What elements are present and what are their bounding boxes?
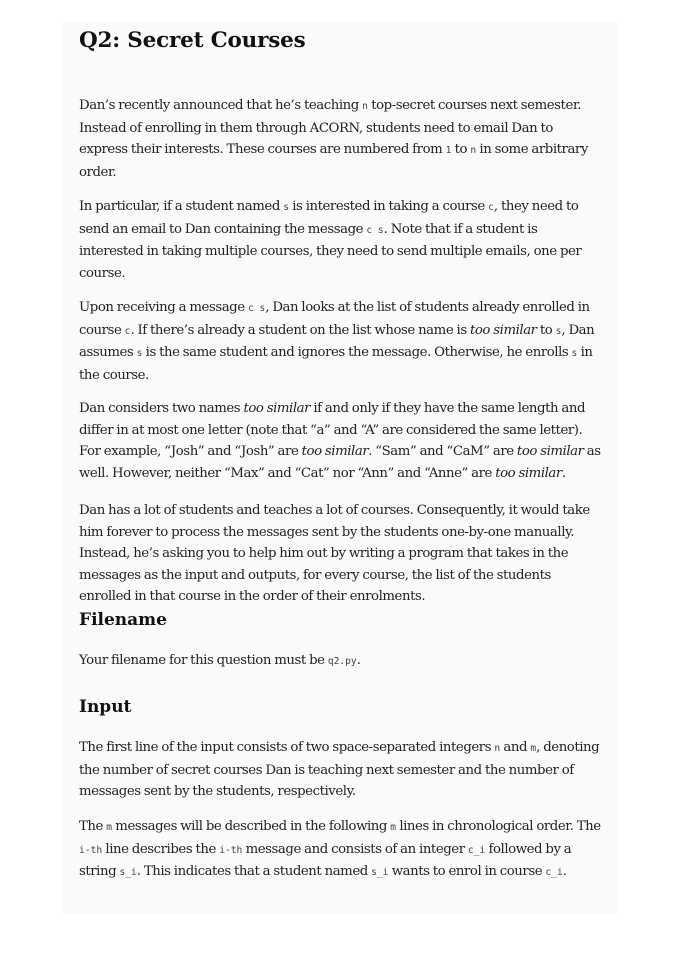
inline-code: c [488, 202, 494, 213]
inline-code: c_i [467, 844, 486, 856]
inline-code: s [283, 202, 289, 213]
page-title: Q2: Secret Courses [79, 28, 306, 53]
paragraph-email: In particular, if a student named s is interested in taking a course c, they need to send an email to Dan containing the message c s. Note that if a student is interested in taking multiple courses, they need to send multiple emails, one per course. [79, 199, 582, 281]
paragraph-input-messages: The m messages will be described in the following m lines in chronological order. The i-th line describes the i-th message and consists of an integer c_i followed by a string s_i. This indicates that a student named s_i wants to enrol in course c_i. [79, 819, 601, 880]
document-page [61, 22, 617, 914]
input-heading: Input [79, 697, 132, 717]
inline-code: c s [247, 303, 266, 314]
paragraph-filename: Your filename for this question must be q2.py. [79, 653, 361, 668]
inline-code: c s [366, 224, 384, 236]
inline-code: c_i [545, 867, 563, 879]
inline-code: q2.py [327, 656, 357, 667]
paragraph-input-first-line: The first line of the input consists of two space-separated integers n and m, denoting the number of secret courses Dan is teaching next semester and the number of messages sent by the students, respectively. [79, 740, 600, 800]
paragraph-similarity: Dan considers two names too similar if and only if they have the same length and differ in at most one letter (note that “a” and “A” are considered the same letter). For example, “Josh” and “Josh” are too similar. “Sam” and “CaM” are too similar as well. However, neither “Max” and “Cat” nor “Ann” and “Anne” are too similar. [79, 401, 601, 481]
inline-code: s [571, 348, 578, 360]
inline-code: m [530, 743, 537, 754]
paragraph-receiving: Upon receiving a message c s, Dan looks at the list of students already enrolled in course c. If there’s already a student on the list whose name is too similar to s, Dan assumes s is the same student and ignores the message. Otherwise, he enrolls s in the course. [79, 300, 595, 383]
inline-code: c [124, 325, 131, 337]
inline-code: n [494, 743, 501, 754]
inline-code: n [362, 101, 368, 112]
inline-code: s_i [119, 867, 137, 879]
filename-heading: Filename [79, 610, 167, 630]
inline-code: s_i [371, 867, 389, 879]
inline-code: m [390, 822, 397, 833]
inline-code: n [470, 145, 477, 157]
inline-code: s [136, 348, 143, 360]
inline-code: 1 [445, 145, 452, 157]
inline-code: m [106, 822, 113, 833]
inline-code: i-th [219, 844, 243, 856]
inline-code: s [555, 325, 562, 337]
inline-code: i-th [79, 844, 103, 856]
paragraph-intro: Dan’s recently announced that he’s teaching n top-secret courses next semester. Instead of enrolling in them through ACORN, students need to email Dan to express their interests. These courses are numbered from 1 to n in some arbitrary order. [79, 98, 588, 180]
paragraph-task: Dan has a lot of students and teaches a lot of courses. Consequently, it would take him forever to process the messages sent by the students one-by-one manually. Instead, he’s asking you to help him out by writing a program that takes in the messages as the input and outputs, for every course, the list of the students enrolled in that course in the order of their enrolments. [79, 503, 590, 605]
